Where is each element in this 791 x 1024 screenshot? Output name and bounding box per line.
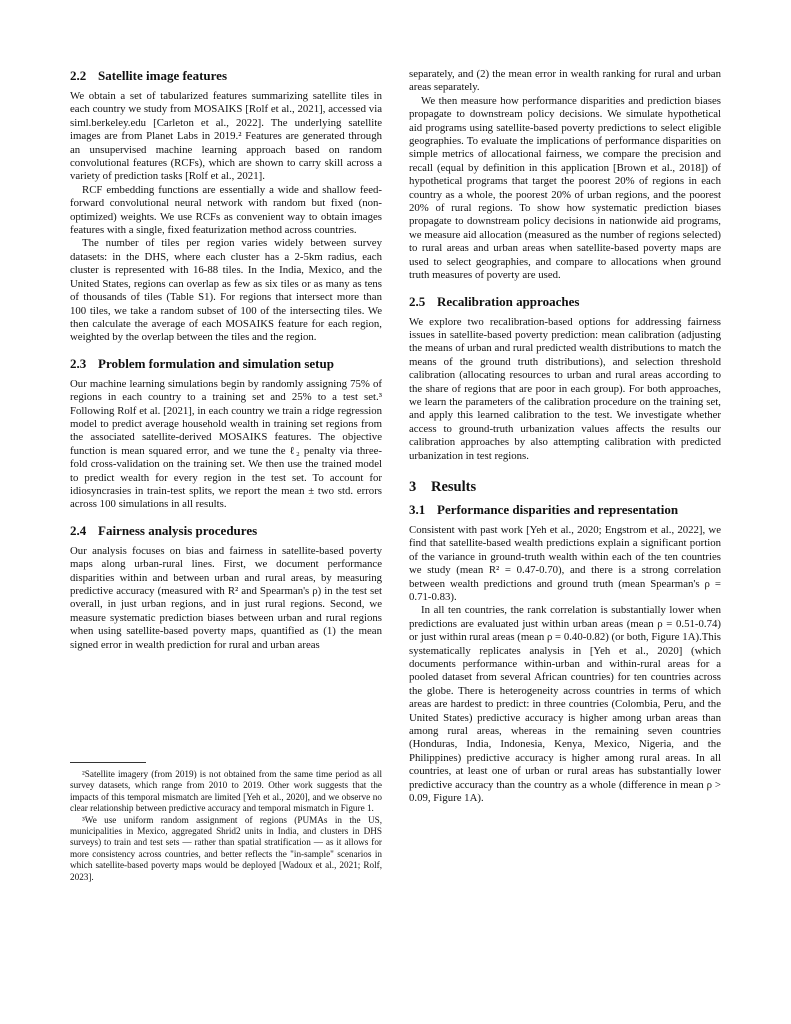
paragraph: We obtain a set of tabularized features summarizing satellite tiles in each country we study from MOSAIKS [Rolf et al., 2021], accessed via siml.berkeley.edu [Carleton et al., 2022]. The underlying satellite images are from Planet Labs in 2019.² Features are generated through an unsupervised machine learning approach based on random convolutional features (RCFs), which are shown to carry skill across a variety of prediction tasks [Rolf et al., 2021]. xyxy=(70,90,382,183)
paragraph: RCF embedding functions are essentially a wide and shallow feed-forward convolutional neural network with random but fixed (non-optimized) weights. We use RCFs as convenient way to obtain images features with a single, fixed featurization method across countries. xyxy=(70,183,382,237)
section-heading xyxy=(409,294,721,310)
footnote-2: ²Satellite imagery (from 2019) is not obtained from the same time period as all survey datasets, which range from 2010 to 2019. Other work suggests that the impacts of this temporal mismatch are limited [Yeh et al., 2020], and we observe no clear relationship between predictive accuracy and temporal mismatch in Figure 1. xyxy=(70,769,382,814)
section-number: 3 xyxy=(409,478,417,495)
footnotes xyxy=(70,762,382,883)
section-number: 3.1 xyxy=(409,501,426,517)
paragraph: Our machine learning simulations begin by randomly assigning 75% of regions in each country to a training set and 25% to a test set.³ Following Rolf et al. [2021], in each country we train a ridge regression model to predict average household wealth in training set regions from the associated satellite-derived MOSAIKS features. The objective function is mean squared error, and we tune the ℓ₂ penalty via three-fold cross-validation on the training set. We then use the trained model to predict wealth for every region in the test set. To account for idiosyncrasies in train-test splits, we report the mean ± two std. errors across 100 simulations in all results. xyxy=(70,377,382,511)
section-number: 2.2 xyxy=(70,68,87,83)
section-3-1 xyxy=(409,502,721,806)
section-number: 2.5 xyxy=(409,293,426,309)
section-heading xyxy=(70,68,382,84)
section-2-4-continued xyxy=(409,68,721,283)
paragraph: We explore two recalibration-based options for addressing fairness issues in satellite-based poverty prediction: mean calibration (adjusting the means of urban and rural predicted wealth distributions to match the means of the ground truth distributions), and selection threshold calibration (allocating resources to urban and rural areas according to the share of regions that are poor in each group). For both approaches, we learn the parameters of the calibration procedure on the training set, and apply this learned calibration to the test. We investigate whether access to ground-truth urbanization values affects the results our calibration approaches by also attempting calibration with predicted urbanization in test regions. xyxy=(409,315,721,462)
paragraph: Consistent with past work [Yeh et al., 2020; Engstrom et al., 2022], we find that satellite-based wealth predictions explain a significant portion of the variance in ground-truth wealth within each of the ten countries we study (mean R² = 0.47-0.70), and there is a strong correlation between wealth predictions and ground truth (mean Spearman's ρ = 0.71-0.83). xyxy=(409,523,721,603)
section-heading xyxy=(70,356,382,372)
section-2-5 xyxy=(409,294,721,463)
section-heading xyxy=(70,523,382,539)
section-title: Performance disparities and representation xyxy=(437,501,679,517)
section-number: 2.3 xyxy=(70,355,87,371)
paragraph: The number of tiles per region varies widely between survey datasets: in the DHS, where each cluster has a 2-5km radius, each cluster is represented with 16-88 tiles. In the India, Mexico, and the United States, regions can overlap as few as six tiles or as many as tens of thousands of tiles (Table S1). For regions that intersect more than 100 tiles, we take a random subset of 100 of the intersecting tiles. We then calculate the average of each MOSAIKS feature for each region, weighted by the overlap between the tiles and the region. xyxy=(70,237,382,344)
section-title: Recalibration approaches xyxy=(437,293,580,309)
section-heading xyxy=(409,502,721,518)
paragraph: We then measure how performance disparities and prediction biases propagate to downstream policy decisions. We simulate hypothetical aid programs using satellite-based poverty predictions to select eligible geographies. To evaluate the implications of performance disparities on simple metrics of allocational fairness, we compare the precision and recall (equal by definition in this application [Brown et al., 2018]) of hypothetical programs that target the poorest 20% of regions in each country as a whole, the poorest 20% of urban regions, and the poorest 20% of rural regions. To show how systematic prediction biases propagate to downstream policy decisions in nationwide aid programs, we measure aid allocation (measured as the number of regions selected) to rural areas and urban areas when satellite-based poverty maps are used to select geographies, and compare to allocations when ground truth measures of poverty are used. xyxy=(409,94,721,282)
section-number: 2.4 xyxy=(70,522,87,538)
section-2-4 xyxy=(70,523,382,652)
paragraph: separately, and (2) the mean error in wealth ranking for rural and urban areas separately. xyxy=(409,68,721,94)
footnote-rule xyxy=(70,762,146,763)
section-title: Fairness analysis procedures xyxy=(98,522,258,538)
right-column xyxy=(409,68,721,814)
section-2-3 xyxy=(70,356,382,512)
footnote-3: ³We use uniform random assignment of regions (PUMAs in the US, municipalities in Mexico, aggregated Shrid2 units in India, and clusters in DHS surveys) to train and test sets — rather than spatial stratification — as it allows for more consistency across countries, and better reflects the "in-sample" scenarios in which satellite-based poverty maps would be deployed [Wadoux et al., 2021; Rolf, 2023]. xyxy=(70,814,382,882)
left-column xyxy=(70,68,382,663)
section-3-heading xyxy=(409,479,721,496)
section-2-2 xyxy=(70,68,382,345)
section-title: Satellite image features xyxy=(98,68,227,83)
section-title: Results xyxy=(431,478,477,495)
paragraph: In all ten countries, the rank correlation is substantially lower when predictions are evaluated just within urban areas (mean ρ = 0.51-0.74) or just within rural areas (mean ρ = 0.40-0.82) (or both, Figure 1A).This systematically replicates analysis in [Yeh et al., 2020] (which documents performance within-urban and within-rural areas for a pooled dataset from several African countries) for ten countries across the globe. There is heterogeneity across countries in terms of which areas are hardest to predict: in three countries (Colombia, Peru, and the United States) predictive accuracy is higher among urban areas than among rural areas, whereas in the remaining seven countries (Honduras, India, Indonesia, Kenya, Mexico, Nigeria, and the Philippines) predictive accuracy is higher among rural areas. In all countries, at least one of urban or rural areas has substantially lower predictive accuracy than the country as a whole (difference in mean ρ > 0.09, Figure 1A). xyxy=(409,604,721,805)
section-title: Problem formulation and simulation setup xyxy=(98,355,334,371)
paragraph: Our analysis focuses on bias and fairness in satellite-based poverty maps along urban-rural lines. First, we document performance disparities within and between urban and rural areas, by measuring predictive accuracy (measured with R² and Spearman's ρ) in the test set overall, in just urban regions, and in just rural regions. Second, we measure systematic prediction biases between urban and rural regions when using satellite-based poverty maps, quantified as (1) the mean signed error in wealth prediction for rural and urban areas xyxy=(70,544,382,651)
